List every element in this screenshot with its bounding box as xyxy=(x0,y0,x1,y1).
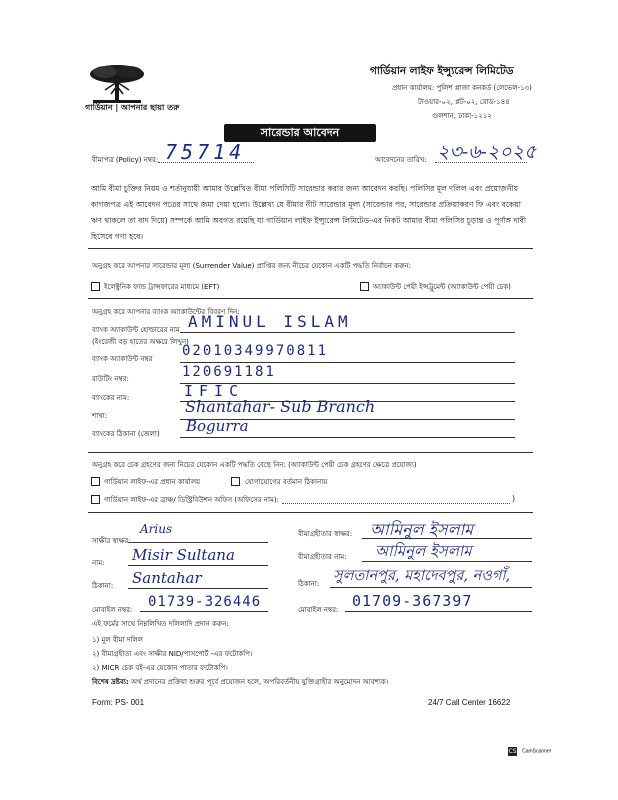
mail-label: যোগাযোগের বর্তমান ঠিকানায় xyxy=(245,478,328,486)
cheque-checkbox[interactable] xyxy=(360,282,369,291)
holder-name-value[interactable]: AMINUL ISLAM xyxy=(188,312,352,331)
attachment-item-3: ২) MICR চেক বই-এর যেকোন পাতার ফটোকপি। xyxy=(92,664,228,672)
declaration-text: আমি বীমা চুক্তির নিয়ম ও শর্তানুযায়ী আমার উল্লেখিত বীমা পলিসিটি সারেন্ডার করার জন্য আবেদন করছি। পলিসির মূল দলিল এবং প্রয়োজনীয় কাগজপত্র এই আবেদন পত্রের সাথে জমা দেয়া হলো। উল্লেখ্য যে বীমার নীট সারেন্ডার মূল্য (সারেন্ডার পর, সারেন্ডার প্রক্রিয়াকরণ ফি এবং বকেয়া ঋণ থাকলে তা বাদ দিয়ে) সম্পর্কে আমি অবগত রয়েছি যা গার্ডিয়ান লাইফ ইন্স্যুরেন্স লিমিটেড-এর নিকট আমার বীমা পলিসির চূড়ান্ত ও পূর্ণাঙ্গ দাবী হিসেবে গণ্য হবে। xyxy=(91,184,527,241)
attachment-item-2: ২) বীমাগ্রহীতা এবং সাক্ষীর NID/পাসপোর্ট -এর ফটোকপি। xyxy=(92,650,253,658)
special-note-text: অর্থ প্রদানের প্রক্রিয়া শুরুর পূর্বে প্রয়োজন হলে, অপরিবর্তনীয় যুক্তিগ্রাহীর অনুমোদন আবশ্যক। xyxy=(130,678,389,686)
form-title-text: সারেন্ডার আবেদন xyxy=(260,126,340,139)
cheque-option-label: অ্যাকাউন্ট পেয়ী ইন্সট্রুমেন্ট (অ্যাকাউন্ট পেয়ী চেক) xyxy=(373,283,511,291)
eft-option-label: ইলেক্ট্রনিক ফান্ড ট্রান্সফারের মাধ্যমে (EFT) xyxy=(104,283,220,291)
date-label: আবেদনের তারিখ: xyxy=(375,156,427,164)
company-name: গার্ডিয়ান লাইফ ইন্স্যুরেন্স লিমিটেড xyxy=(370,65,514,77)
head-office-checkbox[interactable] xyxy=(91,477,100,486)
account-number-value[interactable]: 02010349970811 xyxy=(182,343,329,359)
attachment-item-1: ১) মূল বীমা দলিল xyxy=(92,636,143,644)
form-title xyxy=(224,124,376,142)
holder-address-label: ঠিকানা: xyxy=(298,580,320,588)
branch-value[interactable]: Shantahar- Sub Branch xyxy=(185,397,376,416)
mail-checkbox[interactable] xyxy=(231,477,240,486)
witness-mobile-value[interactable]: 01739-326446 xyxy=(148,594,262,610)
holder-signature-value[interactable]: আমিনুল ইসলাম xyxy=(370,520,474,539)
bank-details-intro: অনুগ্রহ করে আপনার ব্যাংক অ্যাকাউন্টের বিবরণ দিন: xyxy=(92,308,240,316)
camscanner-icon: CS xyxy=(508,748,517,755)
holder-name-sig-label: বীমাগ্রহীতার নাম: xyxy=(298,553,347,561)
logo-tagline: গার্ডিয়ান | আপনার ছায়া তরু xyxy=(85,103,180,112)
branch-office-label: গার্ডিয়ান লাইফ-এর ব্রাঞ্চ/ ডিস্ট্রিবিউশন অফিস (অফিসের নাম): xyxy=(104,496,279,504)
call-center: 24/7 Call Center 16622 xyxy=(428,698,511,707)
form-number: Form: PS- 001 xyxy=(92,698,145,707)
witness-address-label: ঠিকানা: xyxy=(92,582,114,590)
holder-name-hint: (ইংরেজী বড় হাতের অক্ষরে লিখুন) xyxy=(92,338,189,346)
account-number-label: ব্যাংক অ্যাকাউন্ট নম্বর xyxy=(92,355,153,363)
branch-label: শাখা: xyxy=(92,412,108,420)
witness-address-value[interactable]: Santahar xyxy=(132,569,202,587)
bank-name-label: ব্যাংকের নাম: xyxy=(92,394,130,402)
witness-mobile-label: মোবাইল নম্বর: xyxy=(92,606,133,614)
tree-logo-icon xyxy=(87,60,147,105)
eft-checkbox[interactable] xyxy=(91,282,100,291)
holder-mobile-value[interactable]: 01709-367397 xyxy=(352,592,473,610)
policy-label: বীমাপত্র (Policy) নম্বর: xyxy=(92,156,159,164)
witness-name-value[interactable]: Misir Sultana xyxy=(132,546,235,564)
cheque-collection-intro: অনুগ্রহ করে চেক গ্রহণের জন্য নিচের যেকোন একটি পদ্ধতি বেছে নিন: (অ্যাকাউন্ট পেয়ী চেক গ্রহণের ক্ষেত্রে প্রযোজ্য) xyxy=(92,461,417,469)
bank-address-value[interactable]: Bogurra xyxy=(186,417,249,435)
holder-mobile-label: মোবাইল নম্বর: xyxy=(298,606,339,614)
bank-address-label: ব্যাংকের ঠিকানা (জেলা) xyxy=(92,430,160,438)
bank-name-value[interactable]: IFIC xyxy=(184,382,245,400)
policy-value[interactable]: 75714 xyxy=(165,140,246,164)
date-value[interactable]: ২৩-৬-২০২৫ xyxy=(437,141,537,163)
witness-signature-label: সাক্ষীর স্বাক্ষর: xyxy=(92,537,131,545)
head-office-label: গার্ডিয়ান লাইফ-এর প্রধান কার্যালয় xyxy=(104,478,201,486)
special-note xyxy=(92,676,388,688)
camscanner-watermark xyxy=(508,741,551,760)
holder-signature-label: বীমাগ্রহীতার স্বাক্ষর: xyxy=(298,530,353,538)
holder-name-sig-value[interactable]: আমিনুল ইসলাম xyxy=(375,542,472,560)
holder-name-label: ব্যাংক অ্যাকাউন্ট হোল্ডারের নাম xyxy=(92,326,180,334)
company-address-1: প্রধান কার্যালয়: পুলিশ প্লাজা কনকর্ড (লেভেল-১৩) xyxy=(392,84,532,92)
company-address-3: গুলশান, ঢাকা-১২১২ xyxy=(432,112,492,120)
branch-office-checkbox[interactable] xyxy=(91,495,100,504)
routing-number-label: রাউটিং নম্বর: xyxy=(92,375,129,383)
company-logo xyxy=(85,60,195,115)
holder-address-value[interactable]: সুলতানপুর, মহাদেবপুর, নওগাঁ, xyxy=(333,568,511,584)
company-address-2: টাওয়ার-০২, প্লট-০২, রোড-১৪৪ xyxy=(418,98,510,106)
attachments-intro: এই ফর্মের সাথে নিম্নলিখিত দলিলাদি প্রদান করুন: xyxy=(92,620,229,628)
witness-signature-value[interactable]: Arius xyxy=(140,522,173,536)
special-note-label: বিশেষ দ্রষ্টব্য: xyxy=(92,678,129,686)
routing-number-value[interactable]: 120691181 xyxy=(182,364,276,380)
payment-method-label: অনুগ্রহ করে আপনার সারেন্ডার মূল্য (Surrender Value) প্রাপ্তির জন্য নীচের যেকোন একটি পদ্ধতি নির্বাচন করুন: xyxy=(92,262,411,270)
witness-name-label: নাম: xyxy=(92,559,105,567)
camscanner-text: CamScanner xyxy=(522,748,552,755)
